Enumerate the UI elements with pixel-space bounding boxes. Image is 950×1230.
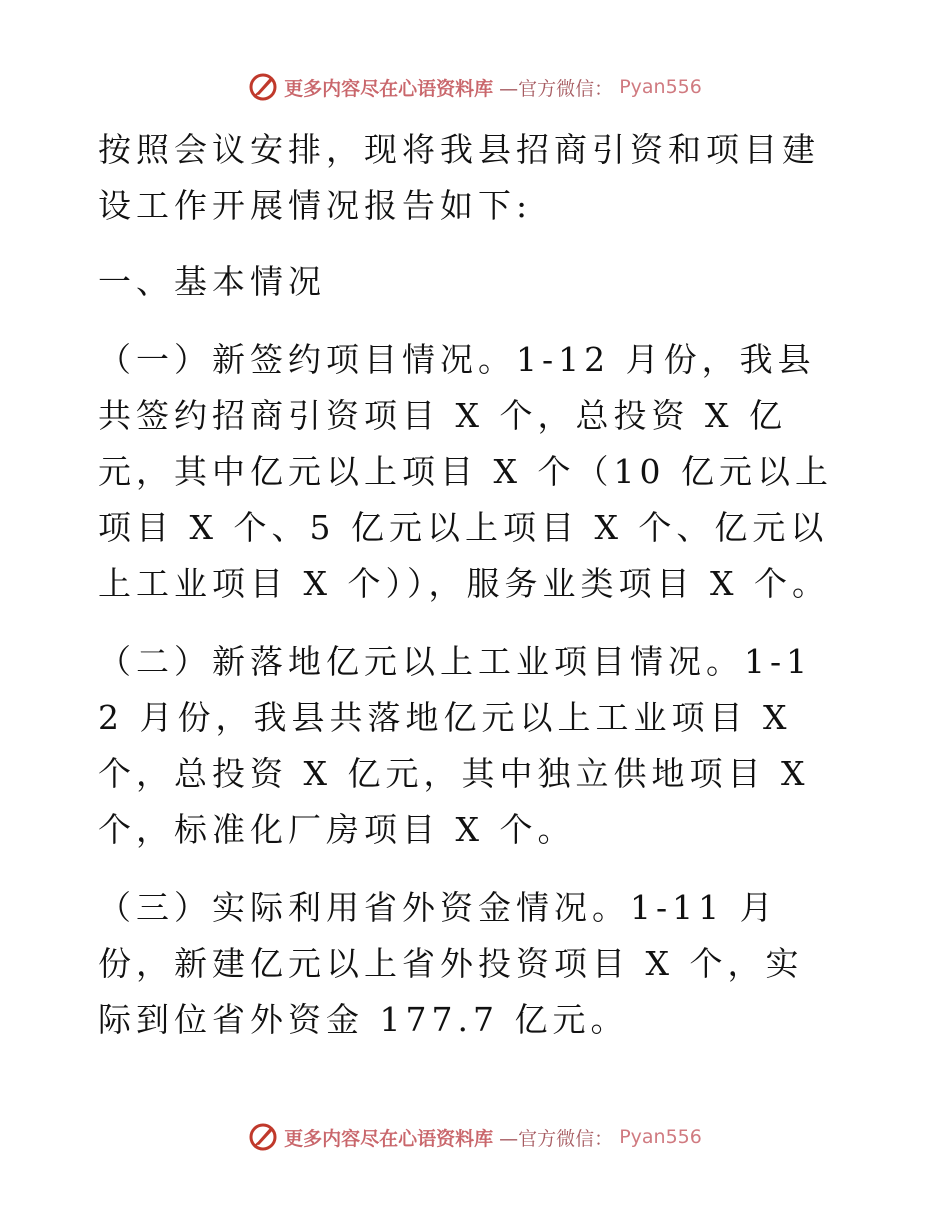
document-body — [98, 122, 838, 1048]
footer-banner-title: 更多内容尽在心语资料库 — [284, 1127, 494, 1150]
intro-paragraph: 按照会议安排，现将我县招商引资和项目建设工作开展情况报告如下: — [98, 130, 820, 225]
footer-banner-wechat-id: Pyan556 — [619, 1126, 702, 1148]
section-heading: 一、基本情况 — [98, 262, 326, 301]
paragraph-signed-projects: （一）新签约项目情况。1-12 月份，我县共签约招商引资项目 X 个，总投资 X 亿元，其中亿元以上项目 X 个（10 亿元以上项目 X 个、5 亿元以上项目 X 个、亿元以上工业项目 X 个）），服务业类项目 X 个。 — [98, 340, 833, 603]
paragraph-external-funds: （三）实际利用省外资金情况。1-11 月份，新建亿元以上省外投资项目 X 个，实际到位省外资金 177.7 亿元。 — [98, 888, 804, 1039]
footer-banner-wechat-label: —官方微信： — [499, 1127, 614, 1150]
paragraph-industrial-projects: （二）新落地亿元以上工业项目情况。1-12 月份，我县共落地亿元以上工业项目 X 个，总投资 X 亿元，其中独立供地项目 X 个，标准化厂房项目 X 个。 — [98, 642, 813, 849]
header-banner-wechat-id: Pyan556 — [619, 76, 702, 98]
footer-banner — [0, 1122, 950, 1152]
quill-logo-icon — [248, 72, 278, 102]
header-banner-wechat-label: —官方微信： — [499, 77, 614, 100]
quill-logo-icon — [248, 1122, 278, 1152]
header-banner-title: 更多内容尽在心语资料库 — [284, 77, 494, 100]
header-banner — [0, 72, 950, 102]
